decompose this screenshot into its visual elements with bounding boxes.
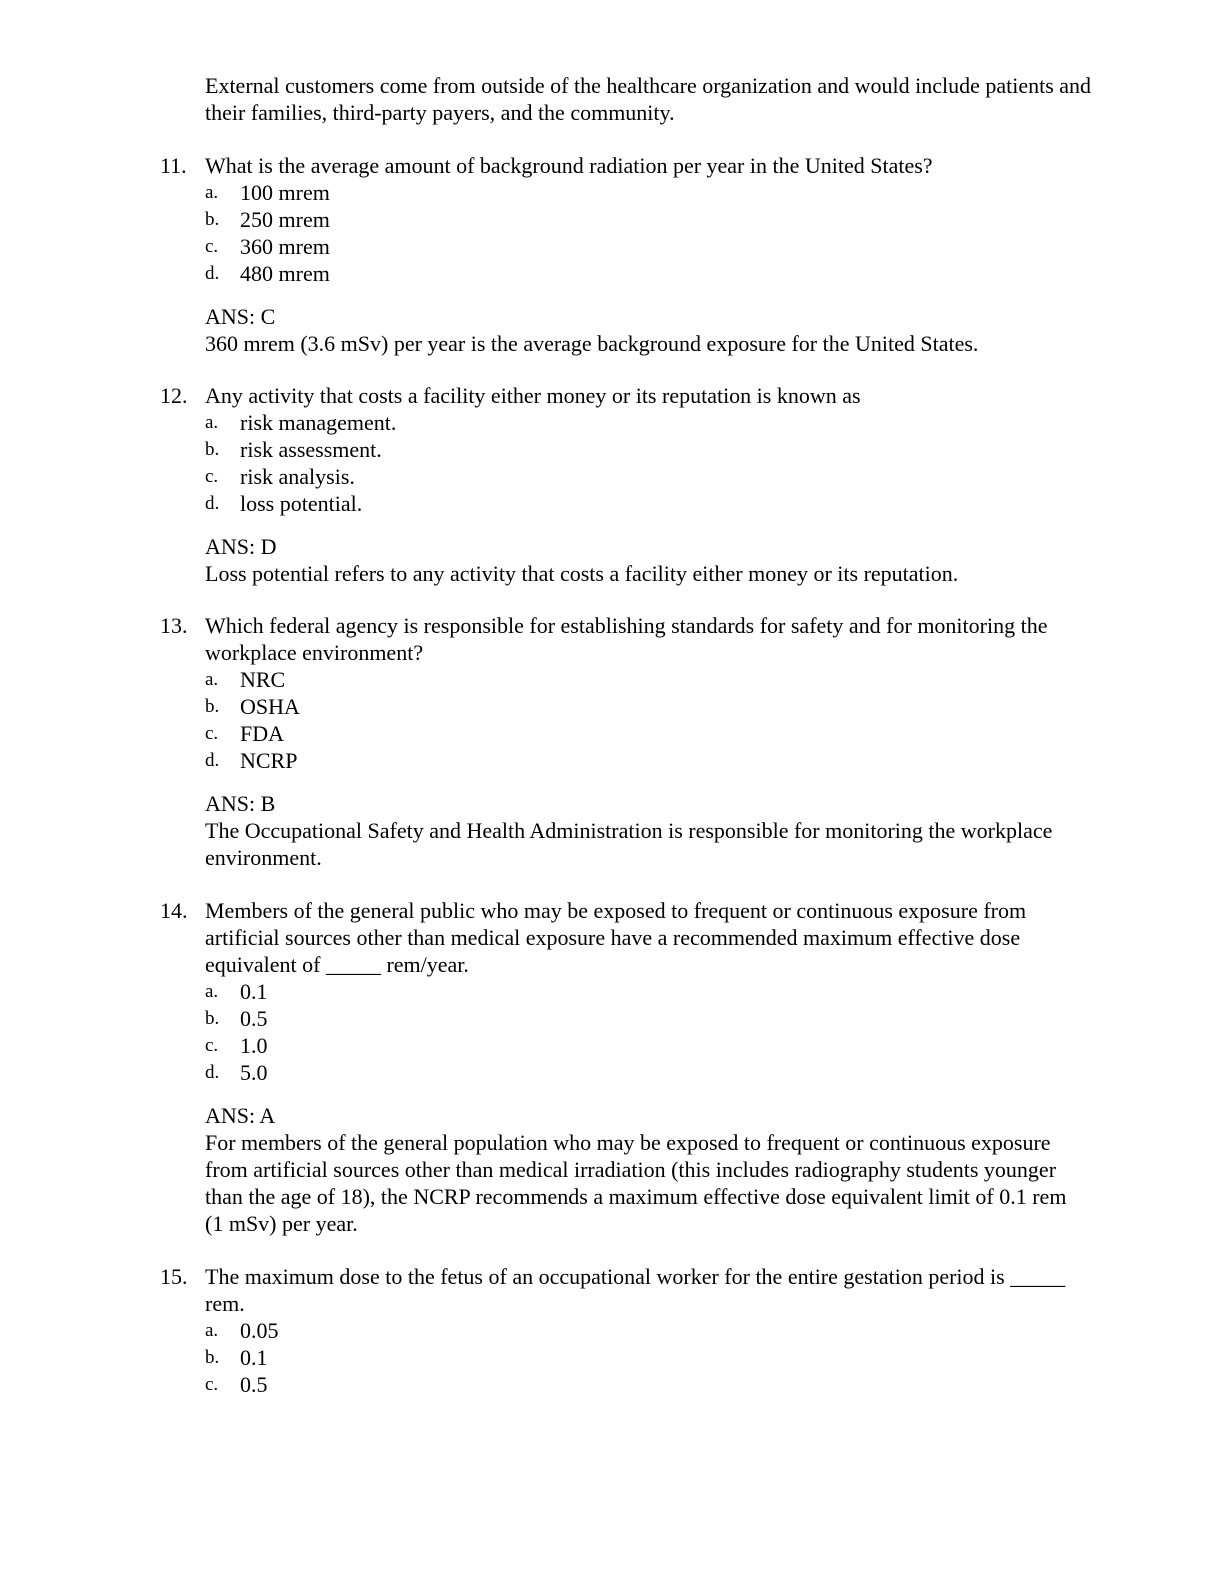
option-letter: a. [205,669,219,690]
option-a [205,1317,1120,1344]
option-text: risk assessment. [240,437,382,462]
option-text: 100 mrem [240,180,330,205]
intro-paragraph: External customers come from outside of the healthcare organization and would include patients and their families, third-party payers, and the community. [205,73,1092,125]
question-14 [160,897,1120,1237]
option-d [205,1059,1120,1086]
option-letter: b. [205,439,220,460]
option-text: loss potential. [240,491,363,516]
question-13 [160,612,1120,871]
option-letter: b. [205,209,220,230]
option-letter: b. [205,696,220,717]
answer-key: ANS: A [205,1103,276,1128]
answer-key: ANS: B [205,791,276,816]
option-text: risk analysis. [240,464,355,489]
option-a [205,179,1120,206]
option-letter: b. [205,1008,220,1029]
option-text: NRC [240,667,286,692]
option-text: FDA [240,721,285,746]
option-d [205,260,1120,287]
option-a [205,666,1120,693]
answer-rationale: The Occupational Safety and Health Administration is responsible for monitoring the workplace environment. [205,818,1053,870]
option-letter: d. [205,750,220,771]
option-c [205,720,1120,747]
question-stem: Any activity that costs a facility either money or its reputation is known as [205,383,861,408]
question-15 [160,1263,1120,1398]
option-c [205,1371,1120,1398]
question-number: 14. [160,898,188,923]
question-number: 15. [160,1264,188,1289]
question-number: 13. [160,613,188,638]
question-12 [160,382,1120,587]
option-text: 5.0 [240,1060,268,1085]
option-b [205,693,1120,720]
option-text: risk management. [240,410,397,435]
option-text: 0.1 [240,979,268,1004]
question-number: 12. [160,383,188,408]
option-d [205,490,1120,517]
answer-rationale: 360 mrem (3.6 mSv) per year is the average background exposure for the United States. [205,331,979,356]
option-b [205,206,1120,233]
answer-rationale: For members of the general population who may be exposed to frequent or continuous exposure from artificial sources other than medical irradiation (this includes radiography students younger than the age of 18), the NCRP recommends a maximum effective dose equivalent limit of 0.1 rem (1 mSv) per year. [205,1130,1067,1236]
option-d [205,747,1120,774]
question-stem: The maximum dose to the fetus of an occupational worker for the entire gestation period is _____ rem. [205,1264,1066,1316]
option-c [205,233,1120,260]
option-text: 250 mrem [240,207,330,232]
option-a [205,978,1120,1005]
option-letter: c. [205,1035,219,1056]
option-c [205,1032,1120,1059]
option-letter: a. [205,182,219,203]
option-letter: c. [205,466,219,487]
option-letter: a. [205,981,219,1002]
option-letter: c. [205,723,219,744]
answer-key: ANS: D [205,534,277,559]
option-letter: d. [205,1062,220,1083]
option-c [205,463,1120,490]
option-text: NCRP [240,748,298,773]
question-11 [160,152,1120,357]
question-stem: Which federal agency is responsible for establishing standards for safety and for monitoring the workplace environment? [205,613,1048,665]
option-text: 0.1 [240,1345,268,1370]
option-text: 1.0 [240,1033,268,1058]
option-b [205,1344,1120,1371]
question-stem: What is the average amount of background radiation per year in the United States? [205,153,933,178]
option-letter: a. [205,1320,219,1341]
question-stem: Members of the general public who may be exposed to frequent or continuous exposure from artificial sources other than medical exposure have a recommended maximum effective dose equivalent of _____ rem/year. [205,898,1027,977]
option-text: 0.5 [240,1372,268,1397]
option-letter: c. [205,1374,219,1395]
question-number: 11. [160,153,187,178]
option-letter: d. [205,263,220,284]
option-letter: b. [205,1347,220,1368]
option-text: 0.05 [240,1318,279,1343]
option-letter: a. [205,412,219,433]
option-text: 0.5 [240,1006,268,1031]
option-text: 360 mrem [240,234,330,259]
option-b [205,436,1120,463]
answer-key: ANS: C [205,304,276,329]
option-text: OSHA [240,694,300,719]
option-letter: c. [205,236,219,257]
option-a [205,409,1120,436]
answer-rationale: Loss potential refers to any activity that costs a facility either money or its reputation. [205,561,959,586]
option-letter: d. [205,493,220,514]
option-text: 480 mrem [240,261,330,286]
option-b [205,1005,1120,1032]
